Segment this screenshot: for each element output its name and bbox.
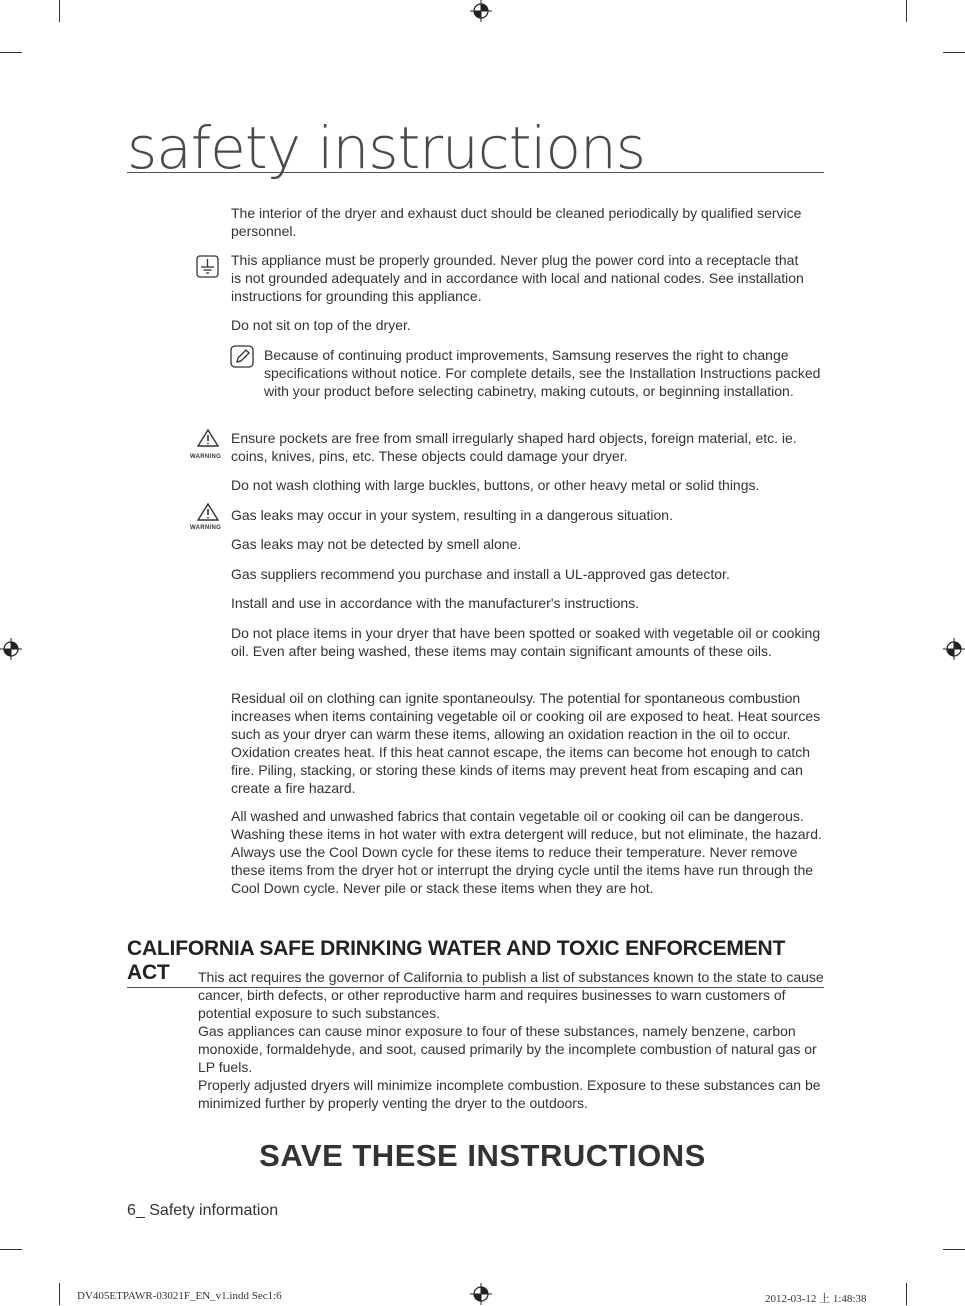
california-paragraph: Properly adjusted dryers will minimize incomplete combustion. Exposure to these substances can be minimized further by properly venting the dryer to the outdoors. bbox=[198, 1077, 821, 1111]
slug-date: 2012-03-12 上 1:48:38 bbox=[765, 1293, 867, 1305]
paragraph-buckles: Do not wash clothing with large buckles, buttons, or other heavy metal or solid things. bbox=[231, 477, 760, 493]
warning-icon bbox=[196, 428, 220, 448]
california-heading: CALIFORNIA SAFE DRINKING WATER AND TOXIC ENFORCEMENT ACT bbox=[127, 937, 824, 988]
paragraph-grounding: This appliance must be properly grounded. Never plug the power cord into a receptacle that is not grounded adequately and in accordance with local and national codes. See installation instructions for grounding this appliance. bbox=[231, 252, 804, 304]
paragraph-residual-oil: Residual oil on clothing can ignite spontaneoulsy. The potential for spontaneous combustion increases when items containing vegetable oil or cooking oil are exposed to heat. Heat sources such as your dryer can warm these items, allowing an oxidation reaction in the oil to occur. Oxidation creates heat. If this heat cannot escape, the items can become hot enough to catch fire. Piling, stacking, or storing these kinds of items may prevent heat from escaping and can create a fire hazard. bbox=[231, 690, 821, 796]
paragraph-cleaning: The interior of the dryer and exhaust duct should be cleaned periodically by qualified service personnel. bbox=[231, 205, 802, 239]
footer-section: _ Safety information bbox=[135, 1202, 279, 1219]
crop-mark-bottom-right-v bbox=[906, 1283, 907, 1305]
page-title: safety instructions bbox=[127, 118, 824, 173]
paragraph-oil-items: Do not place items in your dryer that have been spotted or soaked with vegetable oil or cooking oil. Even after being washed, these items may contain significant amounts of these oils. bbox=[231, 625, 821, 659]
registration-mark-icon bbox=[470, 0, 492, 22]
registration-mark-icon bbox=[0, 638, 22, 660]
page-number: 6 bbox=[127, 1202, 136, 1219]
page-footer bbox=[127, 1202, 278, 1220]
warning-icon bbox=[196, 502, 220, 522]
crop-mark-top-right-v bbox=[906, 0, 907, 22]
crop-mark-top-left-v bbox=[59, 0, 60, 22]
california-paragraph: Gas appliances can cause minor exposure to four of these substances, namely benzene, carbon monoxide, formaldehyde, and soot, caused primarily by the incomplete combustion of natural gas or LP fuels. bbox=[198, 1023, 817, 1075]
paragraph-gas-leaks: Gas leaks may occur in your system, resulting in a dangerous situation. bbox=[231, 507, 673, 523]
california-paragraph: This act requires the governor of California to publish a list of substances known to the state to cause cancer, birth defects, or other reproductive harm and requires businesses to warn customers of potential exposure to such substances. bbox=[198, 969, 824, 1021]
paragraph-manufacturer: Install and use in accordance with the manufacturer's instructions. bbox=[231, 595, 640, 611]
ground-icon bbox=[196, 255, 219, 278]
crop-mark-bottom-right-h bbox=[943, 1249, 965, 1250]
slug-file: DV405ETPAWR-03021F_EN_v1.indd Sec1:6 bbox=[77, 1290, 282, 1302]
crop-mark-bottom-left-h bbox=[0, 1249, 22, 1250]
crop-mark-top-left-h bbox=[0, 52, 22, 53]
note-icon bbox=[230, 345, 255, 369]
crop-mark-top-right-h bbox=[943, 52, 965, 53]
registration-mark-icon bbox=[470, 1283, 492, 1305]
registration-mark-icon bbox=[943, 638, 965, 660]
paragraph-fabrics: All washed and unwashed fabrics that contain vegetable oil or cooking oil can be dangerous. Washing these items in hot water with extra detergent will reduce, but not eliminate, the hazard. Always use the Cool Down cycle for these items to reduce their temperature. Never remove these items from the dryer hot or interrupt the drying cycle until the items have run through the Cool Down cycle. Never pile or stack these items when they are hot. bbox=[231, 808, 822, 896]
note-product-improvements: Because of continuing product improvements, Samsung reserves the right to change specifications without notice. For complete details, see the Installation Instructions packed with your product before selecting cabinetry, making cutouts, or beginning installation. bbox=[264, 347, 821, 399]
warning-label: WARNING bbox=[190, 525, 222, 531]
paragraph-smell: Gas leaks may not be detected by smell alone. bbox=[231, 536, 522, 552]
paragraph-do-not-sit: Do not sit on top of the dryer. bbox=[231, 317, 411, 333]
warning-label: WARNING bbox=[190, 454, 222, 460]
crop-mark-bottom-left-v bbox=[59, 1283, 60, 1305]
paragraph-gas-detector: Gas suppliers recommend you purchase and install a UL-approved gas detector. bbox=[231, 566, 730, 582]
paragraph-pockets: Ensure pockets are free from small irregularly shaped hard objects, foreign material, etc. ie. coins, knives, pins, etc. These objects could damage your dryer. bbox=[231, 430, 797, 464]
save-instructions-banner: SAVE THESE INSTRUCTIONS bbox=[259, 1138, 706, 1173]
